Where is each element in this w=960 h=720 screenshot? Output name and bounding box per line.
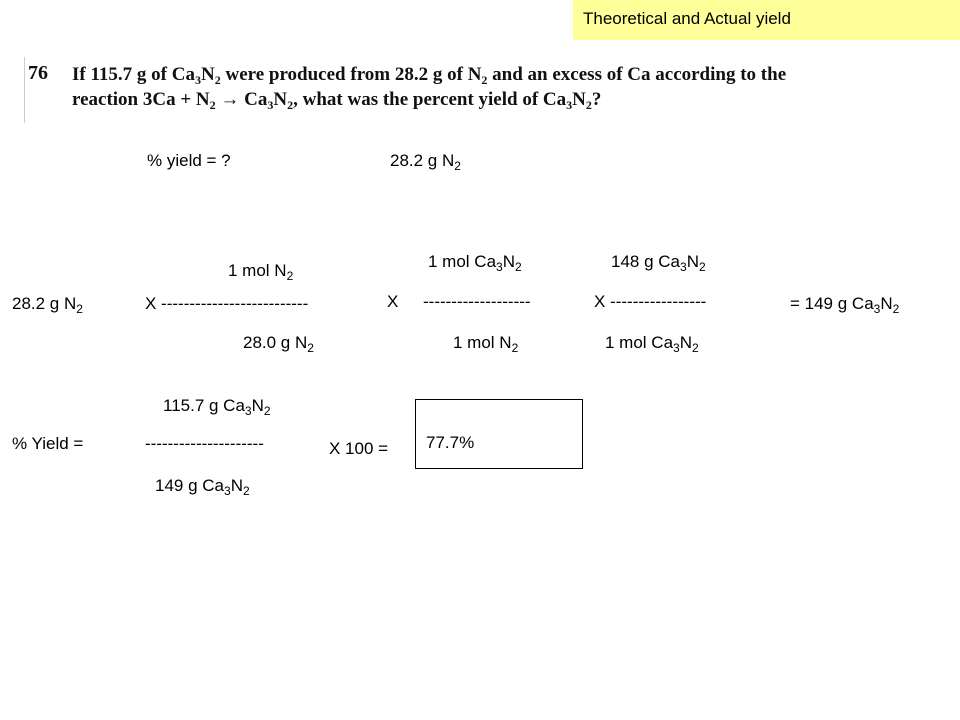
factor-1-denominator: 28.0 g $N_2$ [243,333,314,355]
conversion-start: 28.2 g $N_2$ [12,294,83,316]
yield-denominator: 149 g $Ca_3N_2$ [155,476,250,498]
conversion-factor-1-line: X -------------------------- [145,294,309,313]
title-banner [573,0,960,40]
conversion-factor-3-line: X ----------------- [594,292,707,311]
problem-line-1: If 115.7 g of $Ca_3N_2$ were produced from 28.2 g of $N_2$ and an excess of Ca according to the [72,64,787,87]
factor-2-numerator: 1 mol $Ca_3N_2$ [428,252,522,274]
yield-numerator: 115.7 g $Ca_3N_2$ [163,396,271,418]
factor-2-denominator: 1 mol $N_2$ [453,333,519,355]
times-sign-2: X [387,292,399,311]
conversion-factor-2-line: ------------------- [423,292,531,311]
percent-yield-answer: 77.7% [426,433,475,452]
yield-fraction-line: --------------------- [145,434,264,453]
theoretical-yield-result: = 149 g $Ca_3N_2$ [790,294,900,316]
unknown-label: % yield = ? [147,151,231,170]
problem-statement [24,57,930,123]
percent-yield-label: % Yield = [12,434,84,453]
slide-title: Theoretical and Actual yield [583,9,791,28]
factor-3-denominator: 1 mol $Ca_3N_2$ [605,333,699,355]
problem-line-2: reaction $3Ca + N_2 \to Ca_3N_2$, what was the percent yield of $Ca_3N_2$? [72,89,602,112]
problem-number: 76 [28,62,48,84]
factor-1-numerator: 1 mol $N_2$ [228,261,294,283]
times-100: X 100 = [329,439,389,458]
known-value: 28.2 g $N_2$ [390,151,461,173]
factor-3-numerator: 148 g $Ca_3N_2$ [611,252,706,274]
